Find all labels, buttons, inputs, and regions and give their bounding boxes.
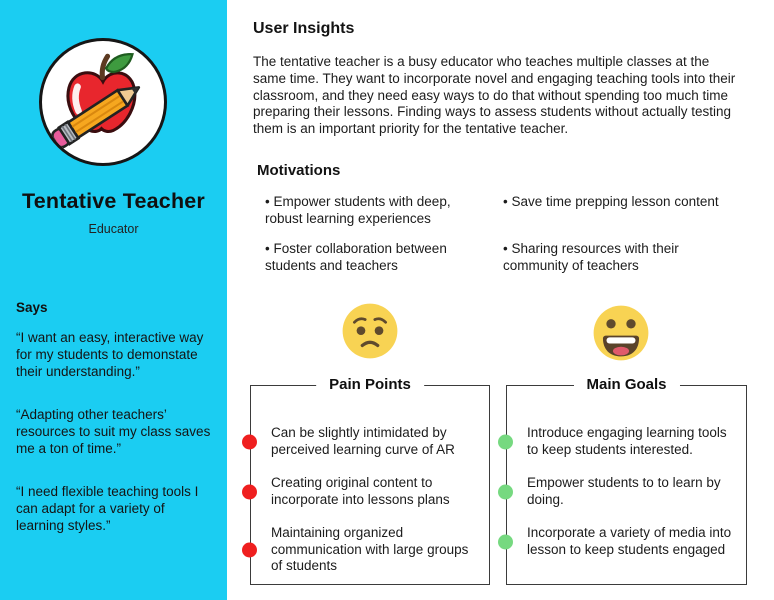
pain-point-text: Can be slightly intimidated by perceived learning curve of AR xyxy=(271,425,455,457)
pain-point-text: Creating original content to incorporate into lessons plans xyxy=(271,475,450,507)
motivations-heading: Motivations xyxy=(257,162,341,179)
goal-dot xyxy=(498,434,513,449)
motivation-item: • Sharing resources with their community of teachers xyxy=(503,241,679,273)
persona-quote: “I want an easy, interactive way for my students to demonstate their understanding.” xyxy=(16,330,204,379)
says-section xyxy=(16,300,212,560)
persona-name: Tentative Teacher xyxy=(21,189,206,213)
main-goal-text: Empower students to to learn by doing. xyxy=(527,475,721,507)
pain-points-list xyxy=(251,386,489,575)
user-insights-body: The tentative teacher is a busy educator who teaches multiple classes at the same time. They want to incorporate novel and engaging teaching tools into their classroom, and they need easy ways to do that without spending too much time preparing their lessons. Finding ways to assess students without actually testing them is an important priority for the tentative teacher. xyxy=(253,54,736,137)
grinning-emoji-icon xyxy=(592,304,650,362)
motivation-item: • Save time prepping lesson content xyxy=(503,194,719,209)
pain-point-dot xyxy=(242,434,257,449)
persona-sidebar xyxy=(0,0,227,600)
apple-pencil-avatar-icon xyxy=(39,38,167,166)
pain-points-title: Pain Points xyxy=(316,376,424,393)
persona-quote: “I need flexible teaching tools I can adapt for a variety of learning styles.” xyxy=(16,484,199,533)
goal-dot xyxy=(498,484,513,499)
pain-points-box xyxy=(250,376,490,585)
main-goal-item xyxy=(527,525,738,558)
main-goal-item xyxy=(527,425,738,458)
motivation-item: • Foster collaboration between students and teachers xyxy=(265,241,447,273)
pain-point-text: Maintaining organized communication with large groups of students xyxy=(271,525,469,573)
says-heading: Says xyxy=(16,300,48,315)
main-goal-text: Incorporate a variety of media into lesson to keep students engaged xyxy=(527,525,732,557)
pain-point-item xyxy=(271,425,481,458)
worried-emoji-icon xyxy=(341,302,399,360)
main-goals-box xyxy=(506,376,747,585)
pain-point-dot xyxy=(242,484,257,499)
pain-point-item xyxy=(271,525,481,575)
user-insights-heading: User Insights xyxy=(253,20,355,37)
main-goal-item xyxy=(527,475,738,508)
pain-point-dot xyxy=(242,542,257,557)
persona-quote: “Adapting other teachers’ resources to suit my class saves me a ton of time.” xyxy=(16,407,211,456)
motivations-list xyxy=(265,194,741,274)
motivation-item: • Empower students with deep, robust learning experiences xyxy=(265,194,451,226)
goal-dot xyxy=(498,534,513,549)
persona-role: Educator xyxy=(88,222,139,236)
main-goals-list xyxy=(507,386,746,558)
main-goals-title: Main Goals xyxy=(573,376,679,393)
main-goal-text: Introduce engaging learning tools to keep students interested. xyxy=(527,425,727,457)
pain-point-item xyxy=(271,475,481,508)
